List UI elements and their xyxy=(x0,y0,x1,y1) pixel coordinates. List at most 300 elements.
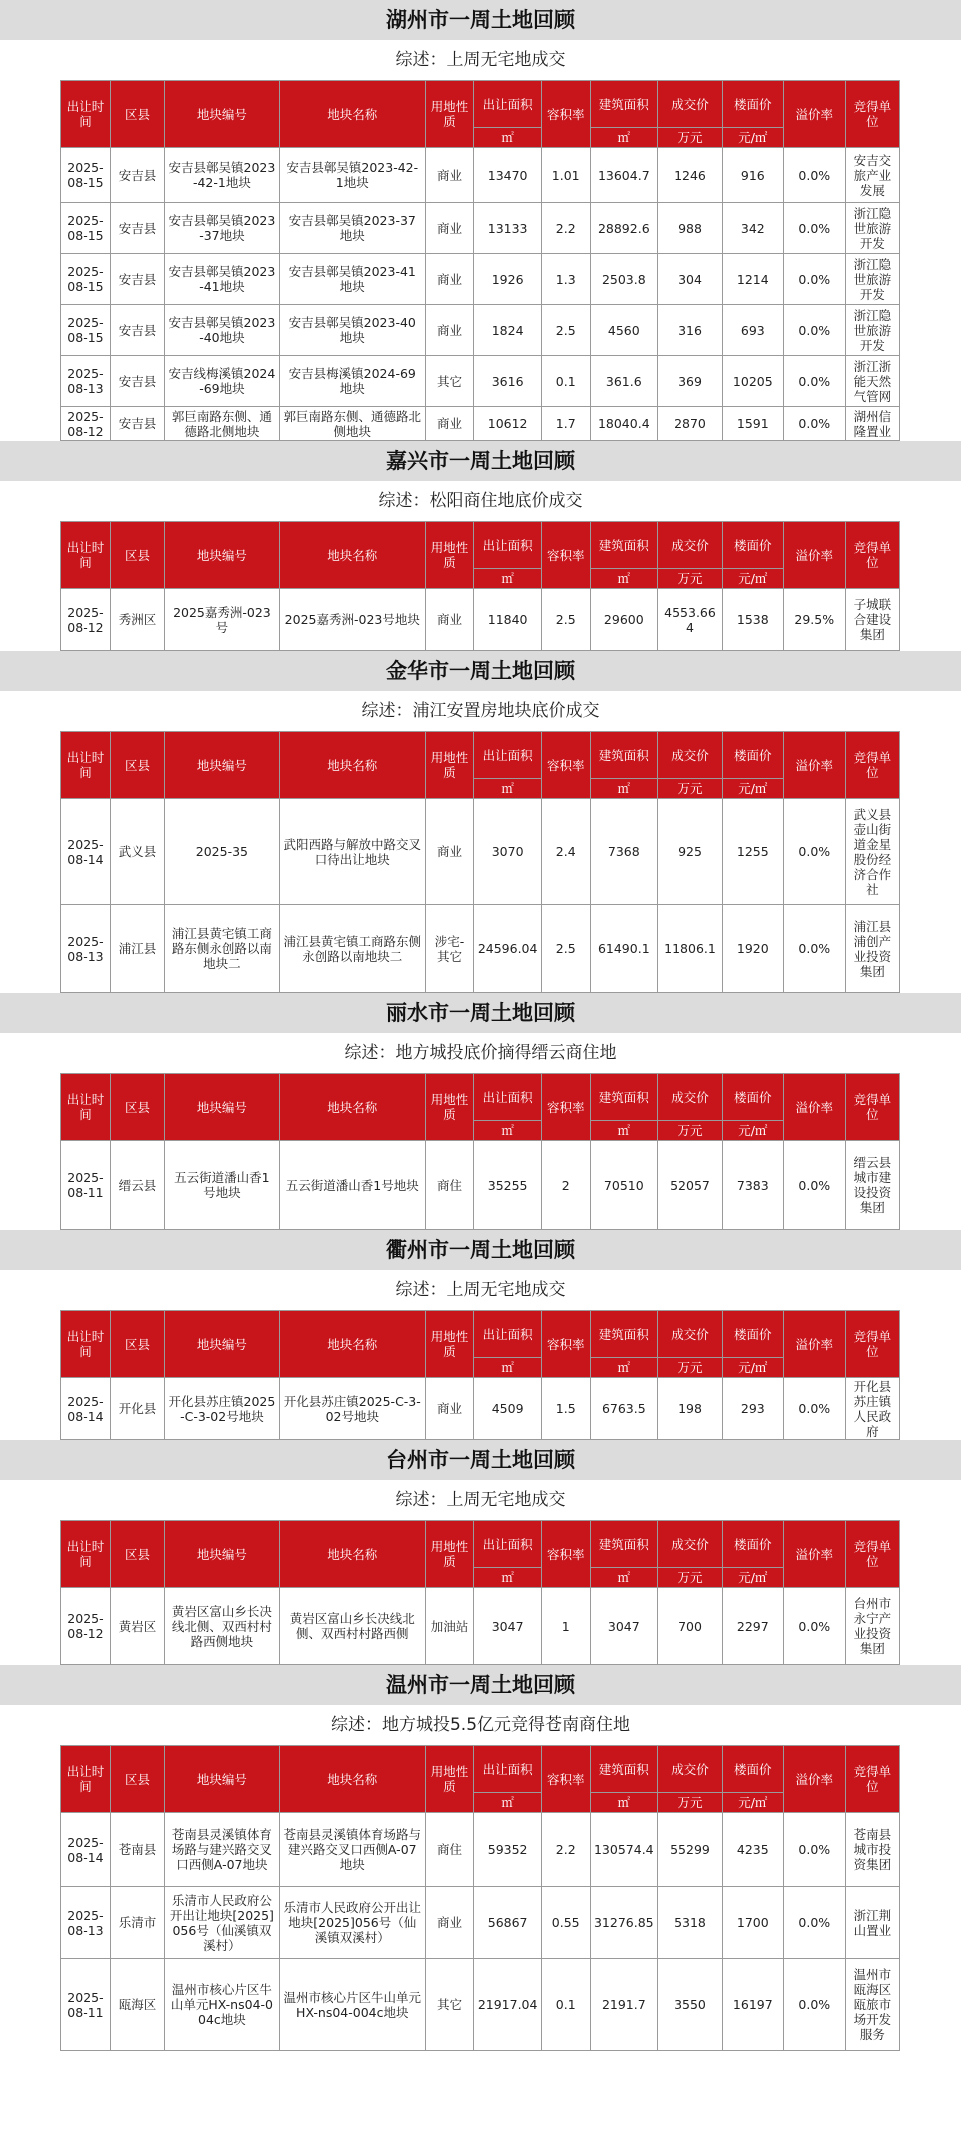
column-header: 成交价 xyxy=(658,732,723,779)
column-header: 楼面价 xyxy=(722,522,783,569)
cell-winner: 武义县壶山街道金星股份经济合作社 xyxy=(845,799,899,905)
cell-winner: 开化县苏庄镇人民政府 xyxy=(845,1378,899,1440)
column-header: 成交价 xyxy=(658,1311,723,1358)
cell-area: 35255 xyxy=(474,1141,542,1230)
cell-premium: 0.0% xyxy=(783,148,845,203)
cell-plot-code: 安吉县鄣吴镇2023-42-1地块 xyxy=(165,148,280,203)
column-header: 溢价率 xyxy=(783,1074,845,1141)
column-unit: 万元 xyxy=(658,1568,723,1588)
cell-plot-code: 浦江县黄宅镇工商路东侧永创路以南地块二 xyxy=(165,905,280,993)
cell-floor-price: 1255 xyxy=(722,799,783,905)
cell-floor-price: 7383 xyxy=(722,1141,783,1230)
table-header-row xyxy=(61,1521,900,1568)
cell-land-use: 商业 xyxy=(425,254,474,305)
section-summary: 综述：上周无宅地成交 xyxy=(395,1490,566,1510)
cell-winner: 湖州信隆置业 xyxy=(845,407,899,441)
column-header: 竞得单位 xyxy=(845,1521,899,1588)
cell-plot-name: 安吉县鄣吴镇2023-41地块 xyxy=(279,254,425,305)
cell-date: 2025-08-13 xyxy=(61,1887,111,1959)
cell-area: 1926 xyxy=(474,254,542,305)
cell-price: 369 xyxy=(658,356,723,407)
column-header: 溢价率 xyxy=(783,522,845,589)
cell-date: 2025-08-13 xyxy=(61,356,111,407)
cell-plot-name: 安吉县鄣吴镇2023-40地块 xyxy=(279,305,425,356)
column-header: 区县 xyxy=(110,81,164,148)
cell-plot-name: 武阳西路与解放中路交叉口待出让地块 xyxy=(279,799,425,905)
cell-floor-area: 31276.85 xyxy=(590,1887,658,1959)
column-header: 建筑面积 xyxy=(590,1521,658,1568)
land-table xyxy=(60,521,900,651)
column-header: 容积率 xyxy=(541,732,590,799)
cell-winner: 浙江隐世旅游开发 xyxy=(845,254,899,305)
cell-premium: 0.0% xyxy=(783,1959,845,2051)
cell-floor-area: 18040.4 xyxy=(590,407,658,441)
cell-plot-code: 安吉县鄣吴镇2023-37地块 xyxy=(165,203,280,254)
column-header: 地块名称 xyxy=(279,1074,425,1141)
column-header: 溢价率 xyxy=(783,1311,845,1378)
table-row xyxy=(61,905,900,993)
table-row xyxy=(61,356,900,407)
table-row xyxy=(61,305,900,356)
cell-far: 2.5 xyxy=(541,905,590,993)
column-header: 竞得单位 xyxy=(845,1311,899,1378)
cell-premium: 0.0% xyxy=(783,203,845,254)
column-header: 用地性质 xyxy=(425,1311,474,1378)
cell-date: 2025-08-12 xyxy=(61,1588,111,1665)
cell-district: 安吉县 xyxy=(110,407,164,441)
cell-plot-code: 安吉县鄣吴镇2023-40地块 xyxy=(165,305,280,356)
column-header: 竞得单位 xyxy=(845,522,899,589)
column-header: 地块名称 xyxy=(279,1746,425,1813)
section-title: 台州市一周土地回顾 xyxy=(0,1440,961,1480)
column-unit: ㎡ xyxy=(590,1568,658,1588)
column-unit: ㎡ xyxy=(590,128,658,148)
table-row xyxy=(61,1887,900,1959)
column-header: 地块名称 xyxy=(279,81,425,148)
cell-date: 2025-08-11 xyxy=(61,1141,111,1230)
column-header: 用地性质 xyxy=(425,1746,474,1813)
cell-area: 24596.04 xyxy=(474,905,542,993)
cell-floor-price: 1920 xyxy=(722,905,783,993)
column-header: 容积率 xyxy=(541,81,590,148)
cell-price: 4553.664 xyxy=(658,589,723,651)
cell-plot-name: 郭巨南路东侧、通德路北侧地块 xyxy=(279,407,425,441)
cell-premium: 29.5% xyxy=(783,589,845,651)
cell-land-use: 商住 xyxy=(425,1813,474,1887)
table-row xyxy=(61,254,900,305)
cell-winner: 温州市瓯海区瓯旅市场开发服务 xyxy=(845,1959,899,2051)
cell-floor-price: 693 xyxy=(722,305,783,356)
column-header: 成交价 xyxy=(658,1074,723,1121)
cell-plot-code: 乐清市人民政府公开出让地块[2025]056号（仙溪镇双溪村） xyxy=(165,1887,280,1959)
cell-floor-area: 7368 xyxy=(590,799,658,905)
land-table xyxy=(60,80,900,441)
table-row xyxy=(61,1588,900,1665)
cell-far: 1.3 xyxy=(541,254,590,305)
section-title: 金华市一周土地回顾 xyxy=(0,651,961,691)
column-header: 出让时间 xyxy=(61,1521,111,1588)
column-header: 成交价 xyxy=(658,1521,723,1568)
column-header: 用地性质 xyxy=(425,1074,474,1141)
cell-district: 瓯海区 xyxy=(110,1959,164,2051)
cell-plot-code: 郭巨南路东侧、通德路北侧地块 xyxy=(165,407,280,441)
column-header: 竞得单位 xyxy=(845,1074,899,1141)
cell-floor-price: 2297 xyxy=(722,1588,783,1665)
cell-far: 1 xyxy=(541,1588,590,1665)
column-unit: 元/㎡ xyxy=(722,1121,783,1141)
cell-plot-code: 苍南县灵溪镇体育场路与建兴路交叉口西侧A-07地块 xyxy=(165,1813,280,1887)
cell-plot-name: 浦江县黄宅镇工商路东侧永创路以南地块二 xyxy=(279,905,425,993)
cell-winner: 浙江浙能天然气管网 xyxy=(845,356,899,407)
section-summary: 综述：松阳商住地底价成交 xyxy=(378,491,583,511)
column-header: 用地性质 xyxy=(425,81,474,148)
cell-premium: 0.0% xyxy=(783,254,845,305)
cell-district: 浦江县 xyxy=(110,905,164,993)
column-header: 溢价率 xyxy=(783,1746,845,1813)
cell-district: 武义县 xyxy=(110,799,164,905)
column-header: 楼面价 xyxy=(722,1311,783,1358)
column-unit: 元/㎡ xyxy=(722,128,783,148)
table-header-row xyxy=(61,732,900,779)
column-header: 出让面积 xyxy=(474,1521,542,1568)
cell-far: 1.7 xyxy=(541,407,590,441)
cell-area: 3047 xyxy=(474,1588,542,1665)
column-header: 容积率 xyxy=(541,522,590,589)
cell-floor-area: 70510 xyxy=(590,1141,658,1230)
column-header: 溢价率 xyxy=(783,1521,845,1588)
city-section xyxy=(0,0,961,441)
section-summary: 综述：上周无宅地成交 xyxy=(395,1280,566,1300)
column-header: 出让时间 xyxy=(61,1746,111,1813)
cell-area: 13133 xyxy=(474,203,542,254)
land-table xyxy=(60,1520,900,1665)
column-header: 楼面价 xyxy=(722,1074,783,1121)
column-header: 建筑面积 xyxy=(590,81,658,128)
city-section xyxy=(0,441,961,651)
cell-premium: 0.0% xyxy=(783,1813,845,1887)
cell-far: 2.4 xyxy=(541,799,590,905)
cell-winner: 浙江荆山置业 xyxy=(845,1887,899,1959)
cell-far: 0.1 xyxy=(541,356,590,407)
column-header: 容积率 xyxy=(541,1521,590,1588)
section-title: 温州市一周土地回顾 xyxy=(0,1665,961,1705)
cell-land-use: 商业 xyxy=(425,799,474,905)
cell-premium: 0.0% xyxy=(783,799,845,905)
column-unit: ㎡ xyxy=(590,569,658,589)
table-row xyxy=(61,1959,900,2051)
column-unit: ㎡ xyxy=(474,569,542,589)
cell-premium: 0.0% xyxy=(783,905,845,993)
cell-price: 304 xyxy=(658,254,723,305)
table-row xyxy=(61,799,900,905)
cell-winner: 台州市永宁产业投资集团 xyxy=(845,1588,899,1665)
table-row xyxy=(61,407,900,441)
column-header: 出让面积 xyxy=(474,81,542,128)
city-section xyxy=(0,1665,961,2051)
section-summary: 综述：浦江安置房地块底价成交 xyxy=(361,701,600,721)
cell-district: 安吉县 xyxy=(110,203,164,254)
column-header: 出让时间 xyxy=(61,1311,111,1378)
cell-date: 2025-08-14 xyxy=(61,1378,111,1440)
column-header: 楼面价 xyxy=(722,1521,783,1568)
column-unit: 元/㎡ xyxy=(722,1358,783,1378)
table-header-row xyxy=(61,1074,900,1121)
cell-far: 2 xyxy=(541,1141,590,1230)
cell-plot-name: 安吉县鄣吴镇2023-37地块 xyxy=(279,203,425,254)
column-header: 溢价率 xyxy=(783,732,845,799)
column-header: 地块编号 xyxy=(165,522,280,589)
cell-premium: 0.0% xyxy=(783,1887,845,1959)
column-header: 地块编号 xyxy=(165,1074,280,1141)
cell-area: 13470 xyxy=(474,148,542,203)
cell-floor-area: 2503.8 xyxy=(590,254,658,305)
cell-area: 4509 xyxy=(474,1378,542,1440)
cell-far: 0.55 xyxy=(541,1887,590,1959)
cell-floor-area: 28892.6 xyxy=(590,203,658,254)
cell-floor-area: 361.6 xyxy=(590,356,658,407)
city-section xyxy=(0,651,961,993)
cell-land-use: 商业 xyxy=(425,203,474,254)
table-header-row xyxy=(61,522,900,569)
column-unit: ㎡ xyxy=(474,1358,542,1378)
column-header: 建筑面积 xyxy=(590,1311,658,1358)
column-unit: 万元 xyxy=(658,1793,723,1813)
section-title: 丽水市一周土地回顾 xyxy=(0,993,961,1033)
column-header: 地块编号 xyxy=(165,1521,280,1588)
column-header: 用地性质 xyxy=(425,1521,474,1588)
cell-far: 1.5 xyxy=(541,1378,590,1440)
cell-plot-name: 五云街道潘山香1号地块 xyxy=(279,1141,425,1230)
land-table xyxy=(60,731,900,993)
cell-area: 3616 xyxy=(474,356,542,407)
cell-floor-area: 4560 xyxy=(590,305,658,356)
cell-date: 2025-08-14 xyxy=(61,799,111,905)
cell-plot-name: 2025嘉秀洲-023号地块 xyxy=(279,589,425,651)
cell-floor-area: 61490.1 xyxy=(590,905,658,993)
column-header: 出让时间 xyxy=(61,81,111,148)
column-header: 成交价 xyxy=(658,81,723,128)
cell-area: 11840 xyxy=(474,589,542,651)
section-summary: 综述：地方城投5.5亿元竞得苍南商住地 xyxy=(330,1715,631,1735)
table-header-row xyxy=(61,81,900,128)
cell-premium: 0.0% xyxy=(783,305,845,356)
cell-land-use: 涉宅-其它 xyxy=(425,905,474,993)
cell-area: 10612 xyxy=(474,407,542,441)
cell-floor-area: 130574.4 xyxy=(590,1813,658,1887)
land-table xyxy=(60,1073,900,1230)
column-unit: ㎡ xyxy=(474,1793,542,1813)
column-header: 容积率 xyxy=(541,1311,590,1378)
table-row xyxy=(61,589,900,651)
column-unit: ㎡ xyxy=(590,1793,658,1813)
column-unit: 元/㎡ xyxy=(722,1793,783,1813)
column-header: 出让时间 xyxy=(61,522,111,589)
column-unit: ㎡ xyxy=(590,1121,658,1141)
cell-plot-code: 黄岩区富山乡长决线北侧、双西村村路西侧地块 xyxy=(165,1588,280,1665)
cell-price: 988 xyxy=(658,203,723,254)
column-unit: 元/㎡ xyxy=(722,1568,783,1588)
cell-floor-price: 10205 xyxy=(722,356,783,407)
cell-price: 11806.1 xyxy=(658,905,723,993)
column-header: 用地性质 xyxy=(425,732,474,799)
cell-price: 1246 xyxy=(658,148,723,203)
cell-floor-price: 916 xyxy=(722,148,783,203)
column-header: 溢价率 xyxy=(783,81,845,148)
column-unit: ㎡ xyxy=(590,779,658,799)
cell-far: 2.2 xyxy=(541,203,590,254)
table-row xyxy=(61,1813,900,1887)
column-header: 区县 xyxy=(110,1521,164,1588)
city-section xyxy=(0,1230,961,1440)
cell-far: 2.5 xyxy=(541,589,590,651)
column-header: 地块名称 xyxy=(279,1311,425,1378)
column-unit: ㎡ xyxy=(474,1568,542,1588)
section-summary: 综述：上周无宅地成交 xyxy=(395,50,566,70)
cell-price: 3550 xyxy=(658,1959,723,2051)
column-header: 区县 xyxy=(110,1311,164,1378)
table-row xyxy=(61,1378,900,1440)
column-header: 竞得单位 xyxy=(845,1746,899,1813)
cell-floor-price: 1700 xyxy=(722,1887,783,1959)
cell-plot-name: 黄岩区富山乡长决线北侧、双西村村路西侧 xyxy=(279,1588,425,1665)
cell-floor-area: 3047 xyxy=(590,1588,658,1665)
section-title: 衢州市一周土地回顾 xyxy=(0,1230,961,1270)
column-header: 地块名称 xyxy=(279,1521,425,1588)
cell-floor-price: 293 xyxy=(722,1378,783,1440)
cell-district: 缙云县 xyxy=(110,1141,164,1230)
cell-winner: 浦江县浦创产业投资集团 xyxy=(845,905,899,993)
column-header: 出让面积 xyxy=(474,1311,542,1358)
section-title: 嘉兴市一周土地回顾 xyxy=(0,441,961,481)
column-header: 出让时间 xyxy=(61,1074,111,1141)
table-row xyxy=(61,1141,900,1230)
cell-date: 2025-08-15 xyxy=(61,254,111,305)
column-header: 地块名称 xyxy=(279,732,425,799)
cell-plot-name: 苍南县灵溪镇体育场路与建兴路交叉口西侧A-07地块 xyxy=(279,1813,425,1887)
column-header: 出让面积 xyxy=(474,732,542,779)
cell-plot-code: 开化县苏庄镇2025-C-3-02号地块 xyxy=(165,1378,280,1440)
cell-far: 2.2 xyxy=(541,1813,590,1887)
cell-price: 925 xyxy=(658,799,723,905)
cell-date: 2025-08-15 xyxy=(61,148,111,203)
cell-land-use: 商业 xyxy=(425,305,474,356)
table-row xyxy=(61,203,900,254)
column-header: 出让面积 xyxy=(474,522,542,569)
cell-floor-price: 4235 xyxy=(722,1813,783,1887)
cell-area: 56867 xyxy=(474,1887,542,1959)
table-row xyxy=(61,148,900,203)
cell-district: 乐清市 xyxy=(110,1887,164,1959)
cell-floor-price: 1214 xyxy=(722,254,783,305)
cell-district: 秀洲区 xyxy=(110,589,164,651)
column-header: 地块编号 xyxy=(165,81,280,148)
cell-plot-code: 2025嘉秀洲-023号 xyxy=(165,589,280,651)
cell-plot-name: 温州市核心片区牛山单元HX-ns04-004c地块 xyxy=(279,1959,425,2051)
cell-date: 2025-08-12 xyxy=(61,407,111,441)
cell-winner: 浙江隐世旅游开发 xyxy=(845,203,899,254)
cell-district: 开化县 xyxy=(110,1378,164,1440)
column-unit: 元/㎡ xyxy=(722,779,783,799)
cell-plot-name: 安吉县梅溪镇2024-69地块 xyxy=(279,356,425,407)
cell-winner: 缙云县城市建设投资集团 xyxy=(845,1141,899,1230)
cell-price: 198 xyxy=(658,1378,723,1440)
cell-floor-area: 2191.7 xyxy=(590,1959,658,2051)
column-unit: 万元 xyxy=(658,1121,723,1141)
cell-far: 0.1 xyxy=(541,1959,590,2051)
cell-floor-area: 6763.5 xyxy=(590,1378,658,1440)
cell-floor-price: 16197 xyxy=(722,1959,783,2051)
cell-land-use: 其它 xyxy=(425,356,474,407)
cell-district: 安吉县 xyxy=(110,356,164,407)
cell-district: 安吉县 xyxy=(110,254,164,305)
cell-area: 21917.04 xyxy=(474,1959,542,2051)
column-unit: ㎡ xyxy=(474,1121,542,1141)
column-header: 地块名称 xyxy=(279,522,425,589)
column-header: 竞得单位 xyxy=(845,81,899,148)
column-header: 区县 xyxy=(110,732,164,799)
cell-price: 2870 xyxy=(658,407,723,441)
cell-plot-code: 温州市核心片区牛山单元HX-ns04-004c地块 xyxy=(165,1959,280,2051)
cell-premium: 0.0% xyxy=(783,356,845,407)
column-unit: ㎡ xyxy=(590,1358,658,1378)
column-header: 容积率 xyxy=(541,1074,590,1141)
column-header: 竞得单位 xyxy=(845,732,899,799)
section-summary: 综述：地方城投底价摘得缙云商住地 xyxy=(344,1043,617,1063)
column-header: 容积率 xyxy=(541,1746,590,1813)
column-header: 区县 xyxy=(110,1746,164,1813)
column-header: 建筑面积 xyxy=(590,1074,658,1121)
land-table xyxy=(60,1310,900,1440)
column-unit: 元/㎡ xyxy=(722,569,783,589)
section-title: 湖州市一周土地回顾 xyxy=(0,0,961,40)
column-unit: 万元 xyxy=(658,128,723,148)
cell-district: 苍南县 xyxy=(110,1813,164,1887)
cell-plot-name: 乐清市人民政府公开出让地块[2025]056号（仙溪镇双溪村） xyxy=(279,1887,425,1959)
cell-land-use: 商业 xyxy=(425,1378,474,1440)
column-unit: 万元 xyxy=(658,1358,723,1378)
cell-date: 2025-08-15 xyxy=(61,305,111,356)
cell-land-use: 商住 xyxy=(425,1141,474,1230)
cell-premium: 0.0% xyxy=(783,407,845,441)
cell-land-use: 其它 xyxy=(425,1959,474,2051)
cell-far: 2.5 xyxy=(541,305,590,356)
cell-plot-code: 五云街道潘山香1号地块 xyxy=(165,1141,280,1230)
cell-premium: 0.0% xyxy=(783,1141,845,1230)
column-header: 成交价 xyxy=(658,1746,723,1793)
column-header: 出让面积 xyxy=(474,1746,542,1793)
cell-date: 2025-08-11 xyxy=(61,1959,111,2051)
land-table xyxy=(60,1745,900,2051)
column-header: 地块编号 xyxy=(165,732,280,799)
cell-district: 安吉县 xyxy=(110,148,164,203)
cell-plot-code: 安吉县鄣吴镇2023-41地块 xyxy=(165,254,280,305)
cell-date: 2025-08-14 xyxy=(61,1813,111,1887)
city-section xyxy=(0,1440,961,1665)
cell-district: 黄岩区 xyxy=(110,1588,164,1665)
cell-price: 700 xyxy=(658,1588,723,1665)
cell-price: 316 xyxy=(658,305,723,356)
column-header: 地块编号 xyxy=(165,1746,280,1813)
cell-floor-price: 1591 xyxy=(722,407,783,441)
city-section xyxy=(0,993,961,1230)
cell-land-use: 商业 xyxy=(425,1887,474,1959)
cell-district: 安吉县 xyxy=(110,305,164,356)
column-header: 区县 xyxy=(110,1074,164,1141)
column-header: 用地性质 xyxy=(425,522,474,589)
column-unit: 万元 xyxy=(658,779,723,799)
cell-winner: 子城联合建设集团 xyxy=(845,589,899,651)
cell-price: 52057 xyxy=(658,1141,723,1230)
